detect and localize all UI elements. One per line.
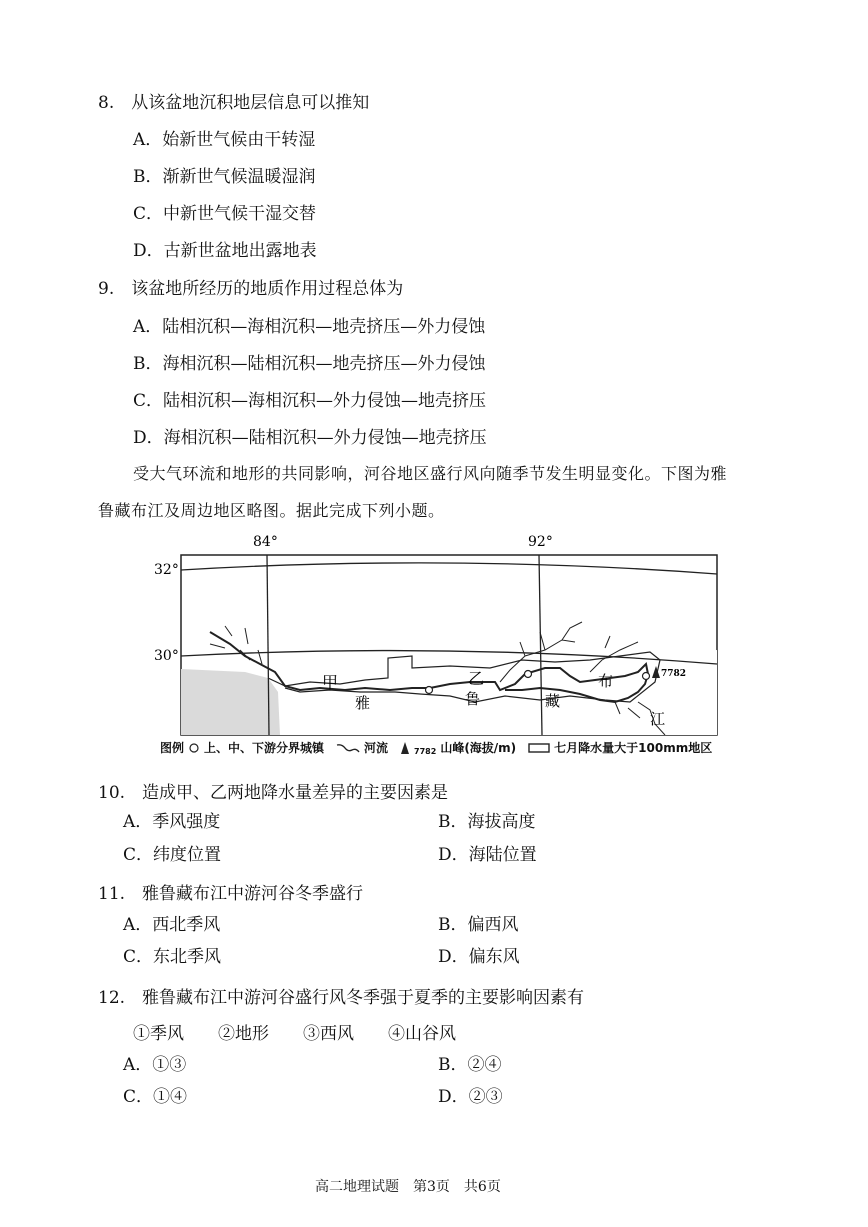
q9-stem: 9. 该盆地所经历的地质作用过程总体为 [98,279,404,299]
q12-option-c[interactable]: C．①④ [123,1087,188,1107]
intro-line-1: 受大气环流和地形的共同影响，河谷地区盛行风向随季节发生明显变化。下图为雅 [133,464,728,483]
town-marker-middle [525,671,532,678]
lat-32-label: 32° [154,562,179,578]
q8-option-c[interactable]: C．中新世气候干湿交替 [133,204,317,224]
q8-option-b[interactable]: B．渐新世气候温暖湿润 [133,167,316,187]
town-marker-upper [426,687,433,694]
label-lu: 鲁 [465,690,481,708]
q12-option-a[interactable]: A．①③ [123,1055,187,1075]
q9-option-a[interactable]: A．陆相沉积—海相沉积—地壳挤压—外力侵蚀 [133,317,486,337]
label-jia: 甲 [322,673,339,692]
q10-stem: 10. 造成甲、乙两地降水量差异的主要因素是 [98,783,449,803]
legend-river: 河流 [364,741,389,755]
q9-option-c[interactable]: C．陆相沉积—海相沉积—外力侵蚀—地壳挤压 [133,391,487,411]
q10-option-d[interactable]: D．海陆位置 [438,845,537,865]
legend-title: 图例 [160,741,185,755]
lat-30-label: 30° [154,648,179,664]
city-circle-icon [188,742,200,754]
label-ya: 雅 [355,694,371,712]
label-zang: 藏 [545,692,561,710]
legend-peak-number: 7782 [414,747,437,756]
peak-legend-icon [400,741,410,755]
q12-option-d[interactable]: D．②③ [438,1087,503,1107]
map-svg [150,532,730,762]
q11-option-a[interactable]: A．西北季风 [123,915,221,935]
q8-option-d[interactable]: D．古新世盆地出露地表 [133,241,317,261]
river-icon [336,742,360,754]
town-marker-lower [643,673,650,680]
peak-value-label: 7782 [661,669,687,679]
q8-option-a[interactable]: A．始新世气候由干转湿 [133,130,316,150]
legend-city: 上、中、下游分界城镇 [204,741,325,755]
q10-option-c[interactable]: C．纬度位置 [123,845,222,865]
q11-option-b[interactable]: B．偏西风 [438,915,519,935]
legend-peak: 山峰(海拔/m) [440,741,517,755]
label-bu: 布 [598,672,614,690]
page-footer: 高二地理试题 第3页 共6页 [315,1179,501,1195]
lon-92-label: 92° [528,534,553,550]
q11-option-d[interactable]: D．偏东风 [438,947,520,967]
west-shade [181,669,280,735]
q12-items: ①季风 ②地形 ③西风 ④山谷风 [133,1024,456,1044]
q9-option-d[interactable]: D．海相沉积—陆相沉积—外力侵蚀—地壳挤压 [133,428,487,448]
intro-line-2: 鲁藏布江及周边地区略图。据此完成下列小题。 [98,501,445,520]
map-legend [160,739,712,756]
yarlung-tsangpo-map [150,532,730,762]
lon-84-label: 84° [253,534,278,550]
label-jiang: 江 [650,710,666,728]
rain-region-icon [528,742,550,754]
q12-option-b[interactable]: B．②④ [438,1055,502,1075]
q11-option-c[interactable]: C．东北季风 [123,947,222,967]
label-yi: 乙 [468,669,485,688]
q12-stem: 12. 雅鲁藏布江中游河谷盛行风冬季强于夏季的主要影响因素有 [98,988,585,1008]
q10-option-a[interactable]: A．季风强度 [123,812,221,832]
q11-stem: 11. 雅鲁藏布江中游河谷冬季盛行 [98,884,364,904]
legend-rain: 七月降水量大于100mm地区 [554,741,713,755]
q8-stem: 8. 从该盆地沉积地层信息可以推知 [98,93,370,113]
q10-option-b[interactable]: B．海拔高度 [438,812,536,832]
q9-option-b[interactable]: B．海相沉积—陆相沉积—地壳挤压—外力侵蚀 [133,354,486,374]
